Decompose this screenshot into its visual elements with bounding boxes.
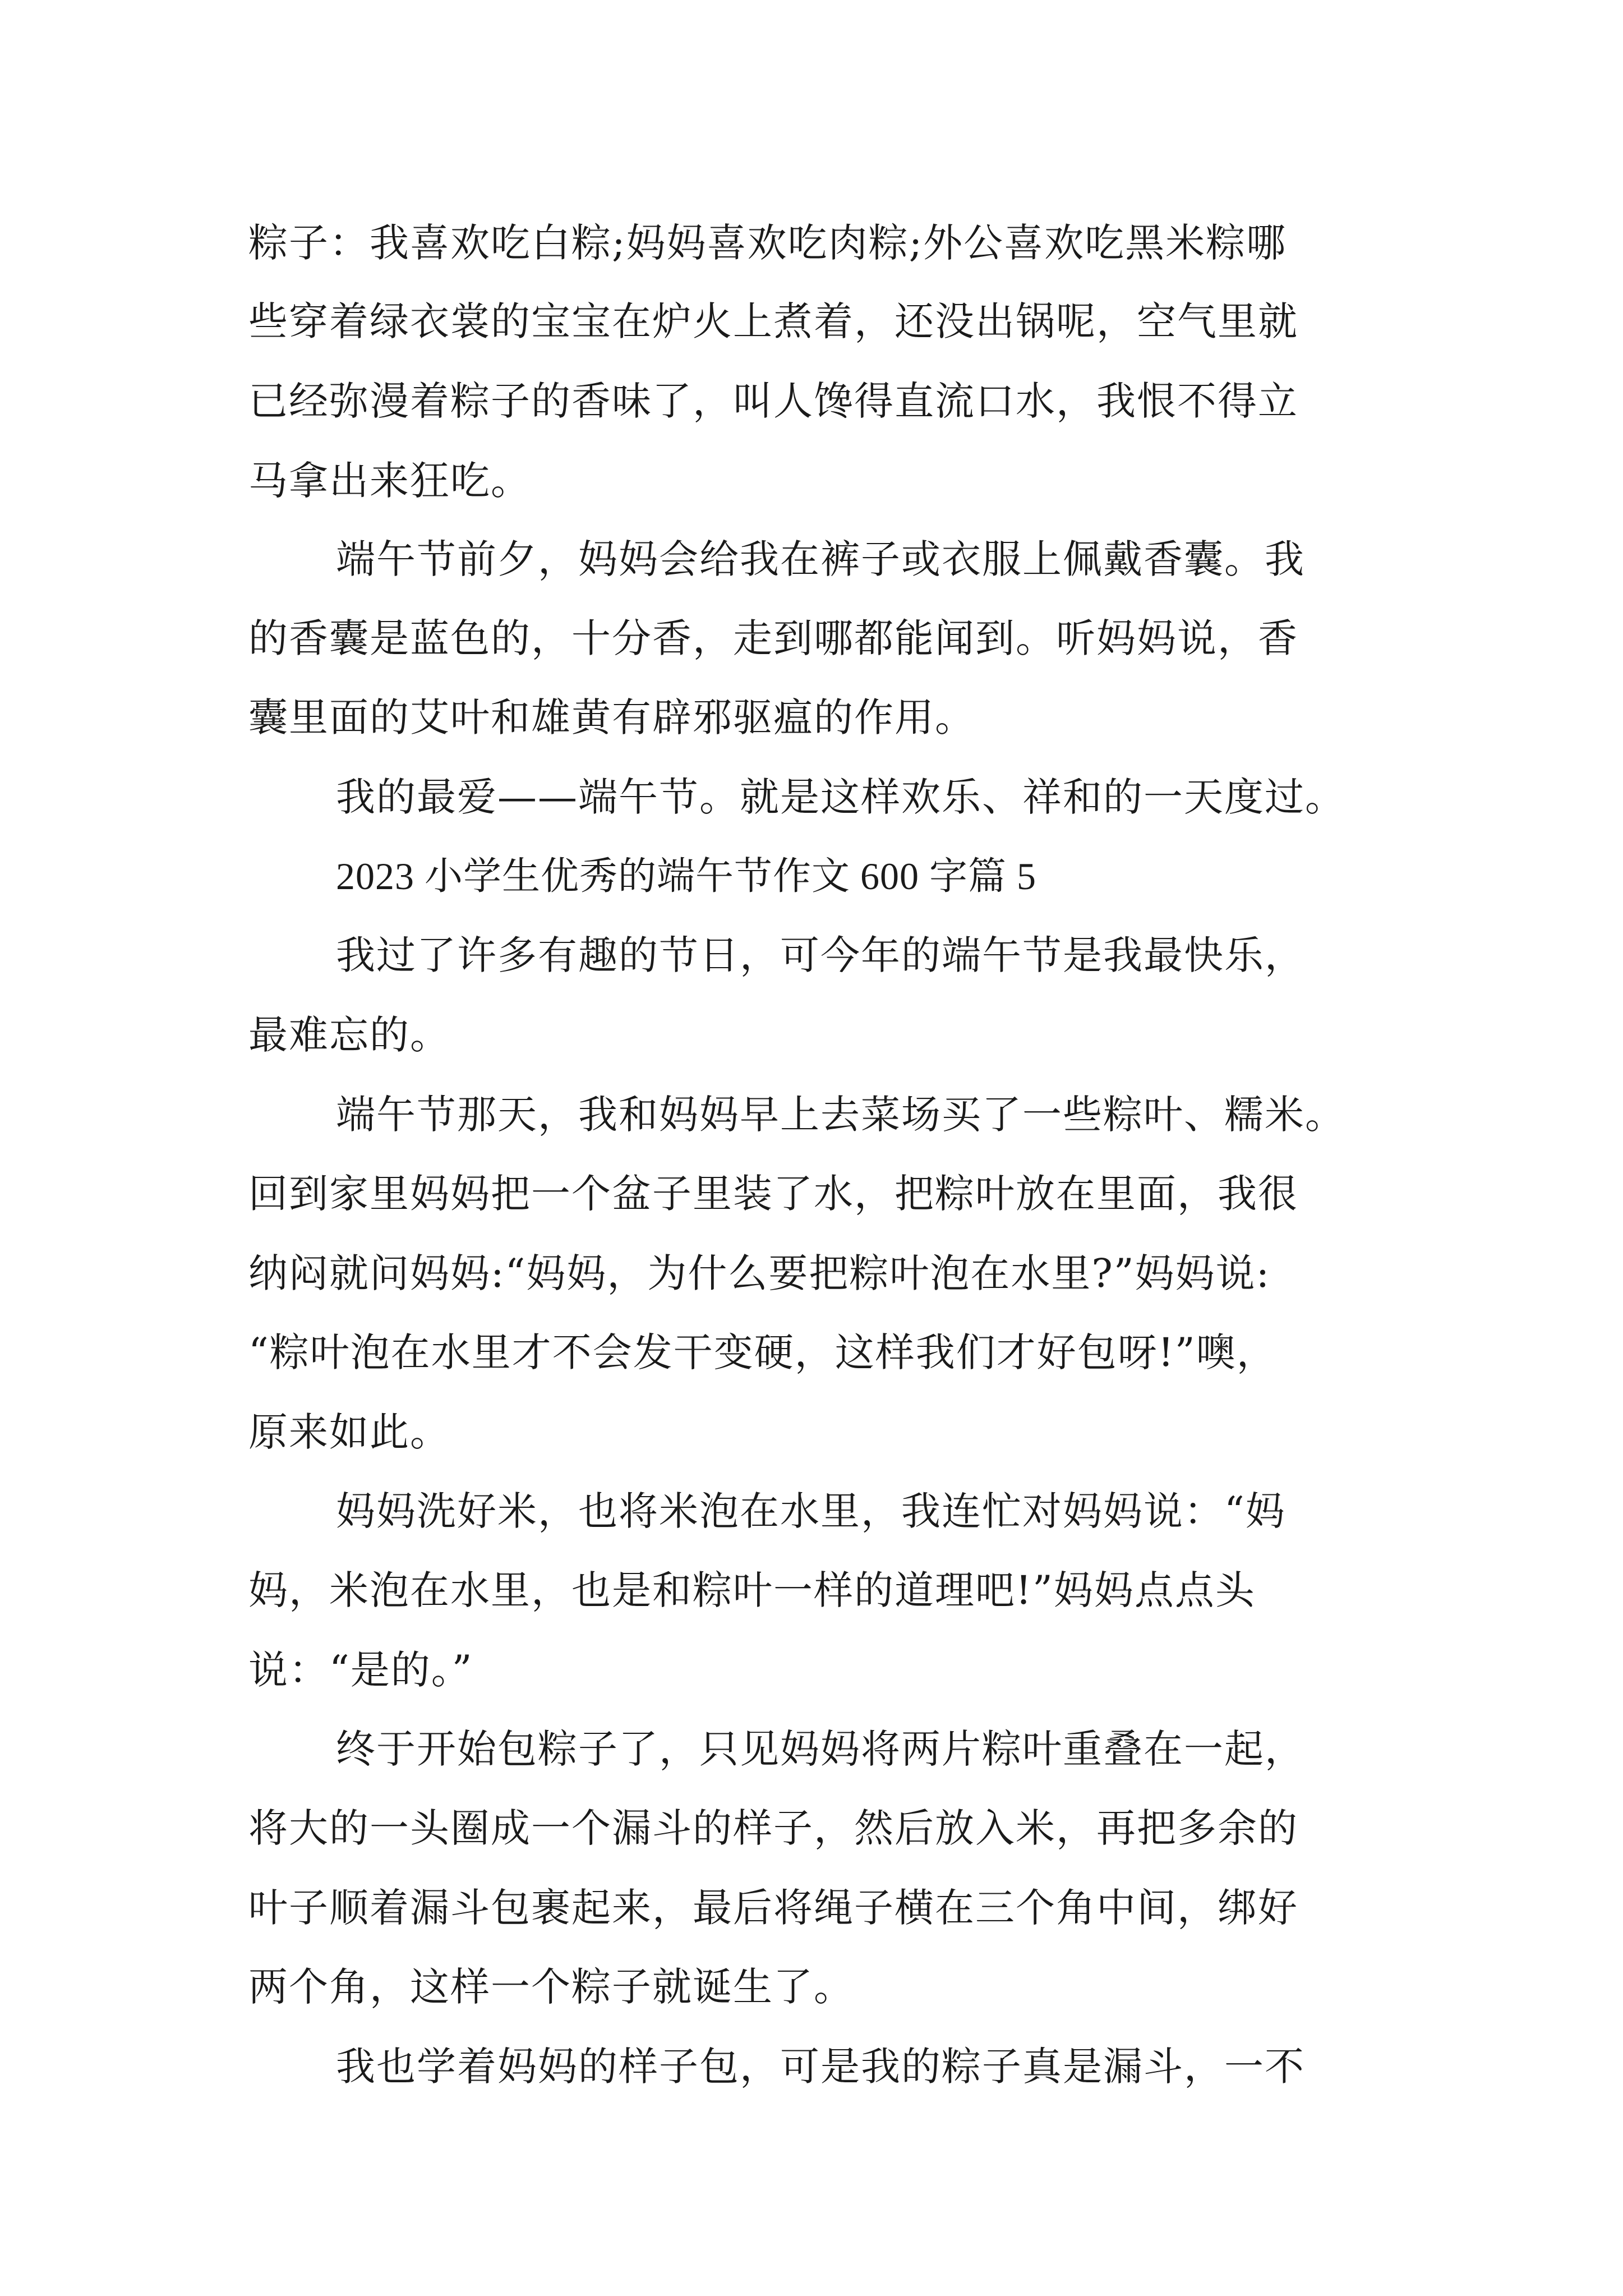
paragraph-first-line: 我过了许多有趣的节日，可今年的端午节是我最快乐， — [336, 932, 1305, 978]
text-line: 粽子：我喜欢吃白粽;妈妈喜欢吃肉粽;外公喜欢吃黑米粽哪 — [248, 220, 1287, 266]
text-line: 纳闷就问妈妈:“妈妈，为什么要把粽叶泡在水里?”妈妈说: — [248, 1250, 1271, 1296]
text-line: 叶子顺着漏斗包裹起来，最后将绳子横在三个角中间，绑好 — [248, 1885, 1298, 1931]
text-line: 原来如此。 — [248, 1409, 450, 1455]
text-line: 将大的一头圈成一个漏斗的样子，然后放入米，再把多余的 — [248, 1805, 1298, 1851]
paragraph-first-line: 端午节那天，我和妈妈早上去菜场买了一些粽叶、糯米。 — [336, 1092, 1345, 1138]
paragraph-first-line: 我也学着妈妈的样子包，可是我的粽子真是漏斗，一不 — [336, 2044, 1305, 2090]
text-line: 说：“是的。” — [248, 1647, 473, 1693]
text-line: 回到家里妈妈把一个盆子里装了水，把粽叶放在里面，我很 — [248, 1171, 1298, 1217]
paragraph-first-line: 端午节前夕，妈妈会给我在裤子或衣服上佩戴香囊。我 — [336, 536, 1305, 582]
paragraph-first-line: 妈妈洗好米，也将米泡在水里，我连忙对妈妈说：“妈 — [336, 1488, 1286, 1534]
text-line: 最难忘的。 — [248, 1012, 450, 1058]
paragraph-first-line: 终于开始包粽子了，只见妈妈将两片粽叶重叠在一起， — [336, 1726, 1305, 1772]
text-line: “粽叶泡在水里才不会发干变硬，这样我们才好包呀!”噢， — [248, 1329, 1277, 1375]
text-line: 的香囊是蓝色的，十分香，走到哪都能闻到。听妈妈说，香 — [248, 615, 1298, 661]
text-line: 已经弥漫着粽子的香味了，叫人馋得直流口水，我恨不得立 — [248, 378, 1298, 424]
text-line: 些穿着绿衣裳的宝宝在炉火上煮着，还没出锅呢，空气里就 — [248, 298, 1298, 344]
paragraph-first-line: 我的最爱——端午节。就是这样欢乐、祥和的一天度过。 — [336, 774, 1345, 820]
text-line: 马拿出来狂吃。 — [248, 458, 531, 504]
section-heading: 2023 小学生优秀的端午节作文 600 字篇 5 — [336, 855, 1037, 898]
text-line: 两个角，这样一个粽子就诞生了。 — [248, 1964, 854, 2010]
text-line: 囊里面的艾叶和雄黄有辟邪驱瘟的作用。 — [248, 694, 975, 740]
text-line: 妈，米泡在水里，也是和粽叶一样的道理吧!”妈妈点点头 — [248, 1567, 1256, 1613]
